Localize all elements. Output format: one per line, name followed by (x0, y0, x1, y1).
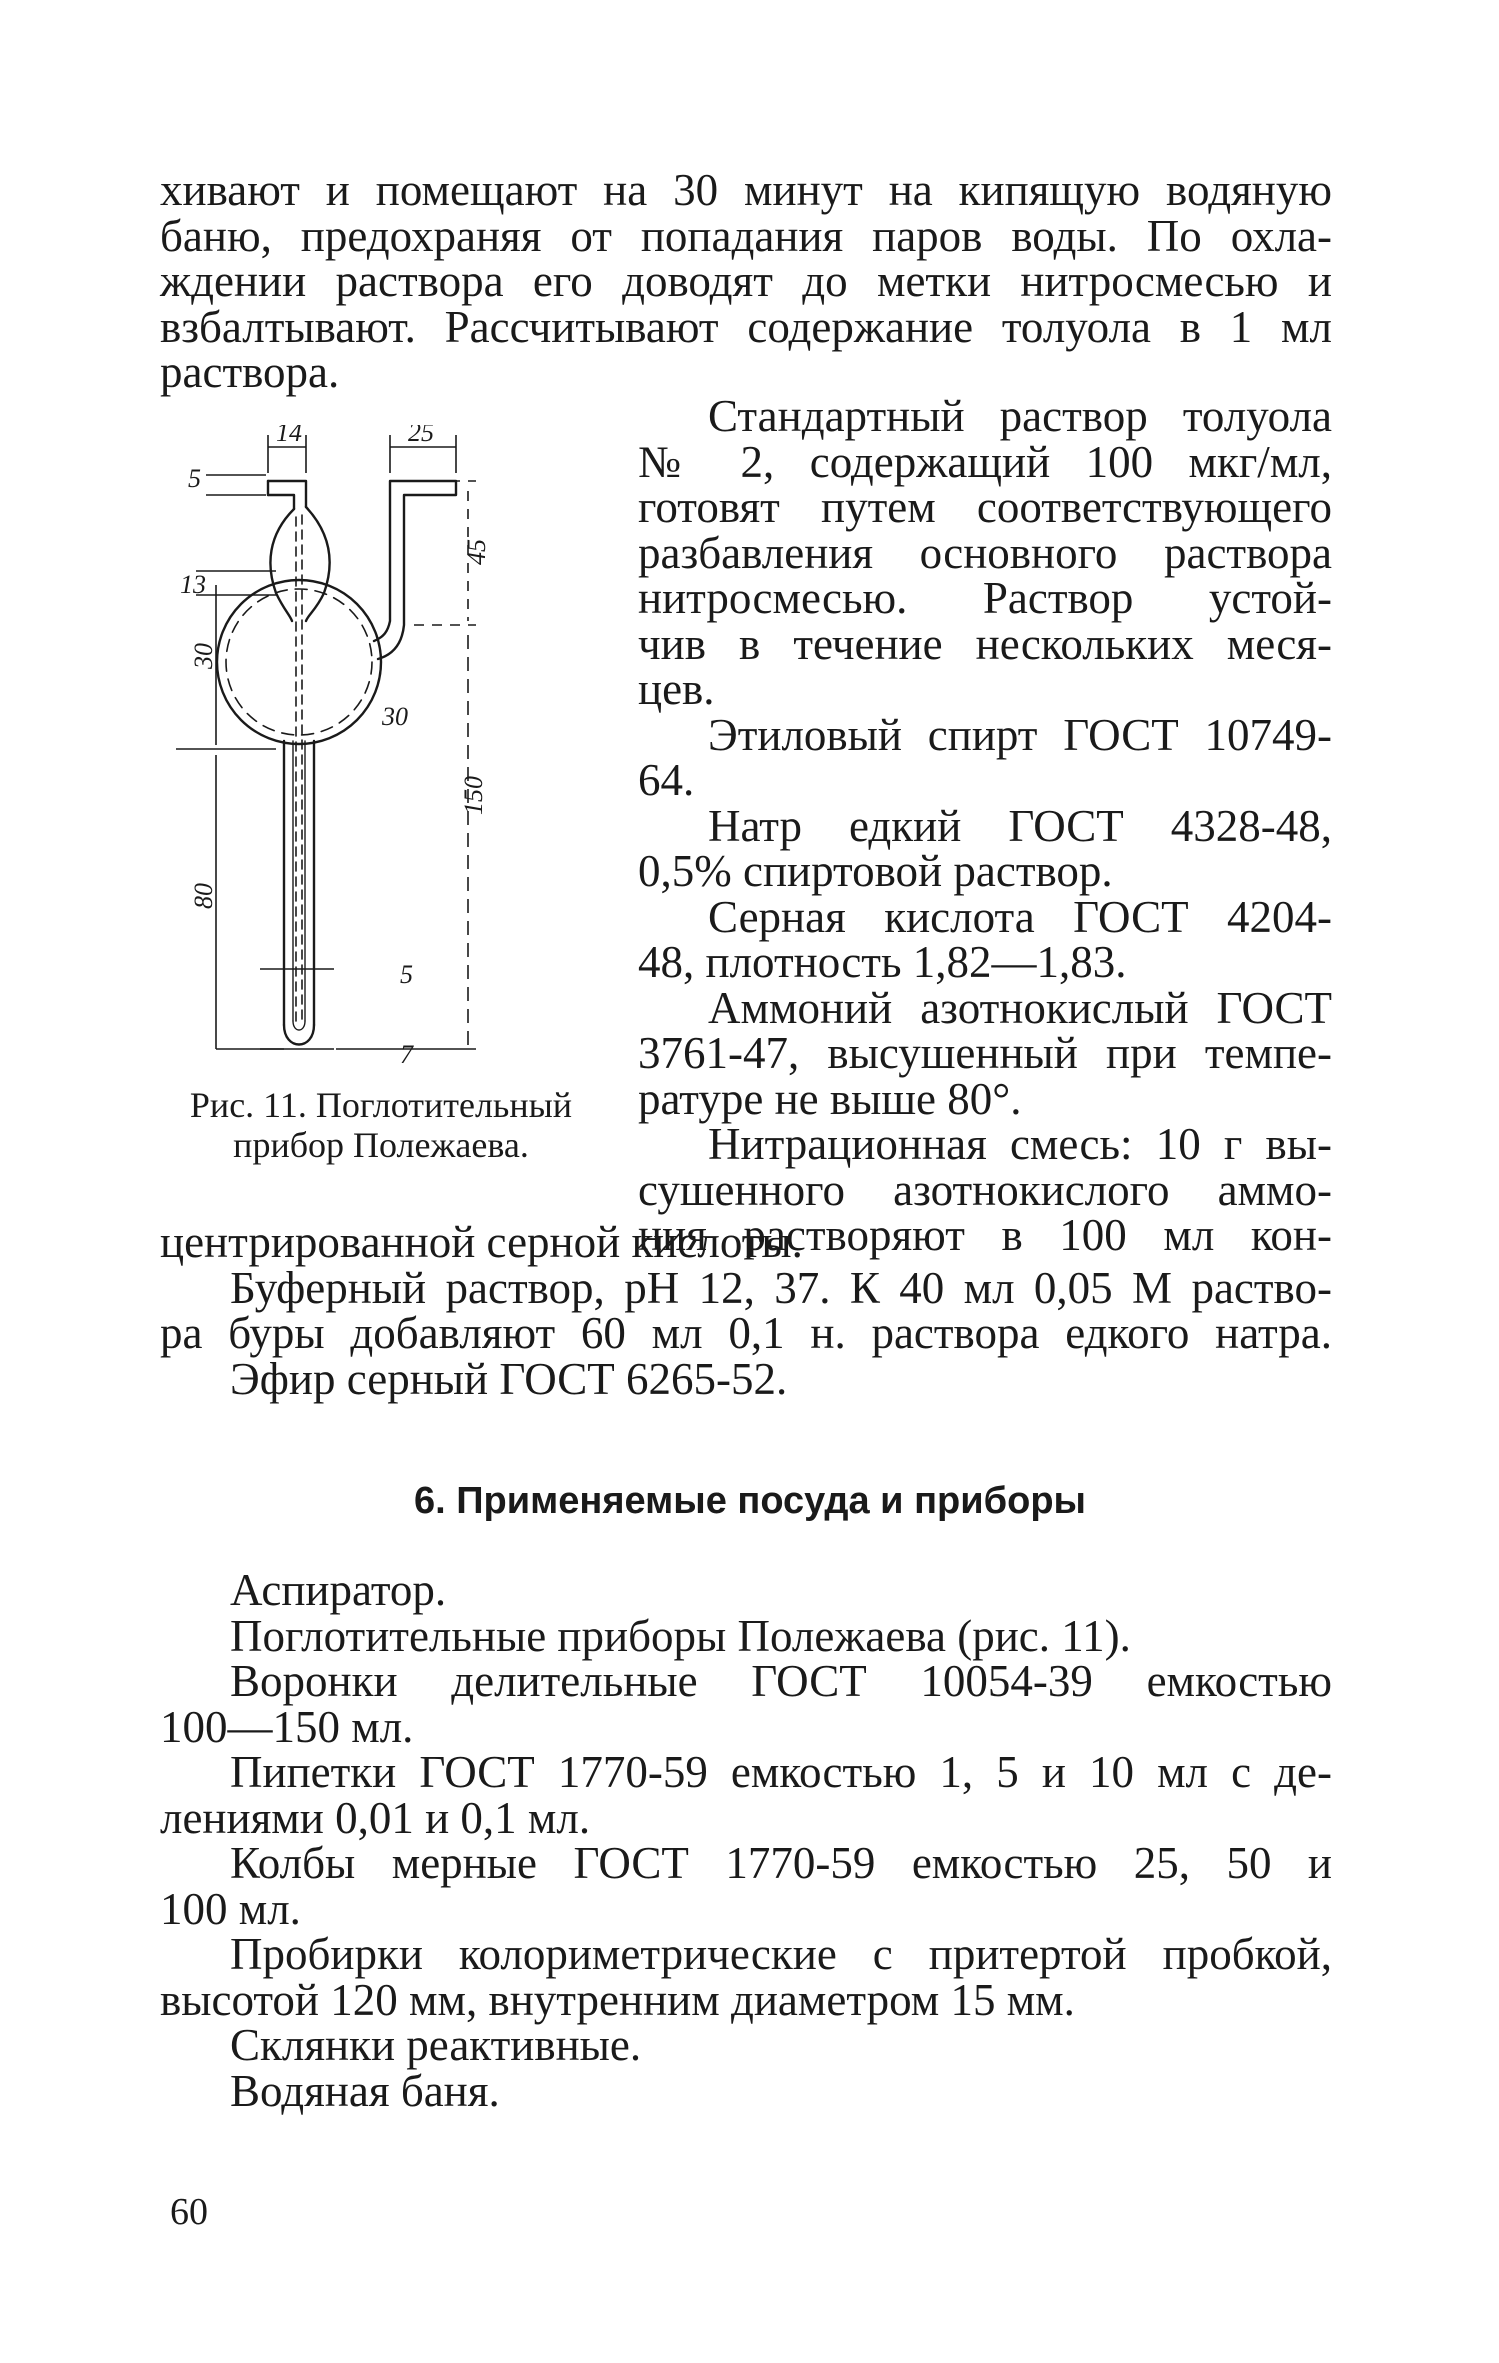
dim-13: 13 (180, 570, 206, 599)
text-line: ратуре не выше 80°. (638, 1073, 1022, 1124)
figure-caption (156, 1085, 606, 1165)
list-item: 100 мл. (160, 1883, 301, 1934)
dim-30-right: 30 (382, 702, 408, 731)
equipment-list (160, 1565, 1332, 2116)
caption-line: прибор Полежаева. (233, 1125, 529, 1165)
text-line: ра буры добавляют 60 мл 0,1 н. раствора едкого натра. (160, 1308, 1332, 1358)
text-line: Натр едкий ГОСТ 4328-48, (708, 800, 1332, 851)
text-line: Буферный раствор, pH 12, 37. К 40 мл 0,05 М раство- (230, 1262, 1332, 1313)
text-line: Серная кислота ГОСТ 4204- (708, 891, 1332, 942)
inlet-tube (268, 481, 306, 509)
dim-80: 80 (189, 883, 218, 909)
text-line: Эфир серный ГОСТ 6265-52. (230, 1353, 788, 1404)
text-line: разбавления основного раствора (638, 527, 1332, 578)
caption-line: Рис. 11. Поглотительный (189, 1085, 573, 1125)
text-line: Нитрационная смесь: 10 г вы- (708, 1119, 1332, 1169)
dim-14: 14 (276, 425, 302, 447)
list-item: Колбы мерные ГОСТ 1770-59 емкостью 25, 50 и (230, 1838, 1332, 1888)
text-line: сушенного азотнокислого аммо- (638, 1164, 1332, 1215)
dim-45: 45 (462, 539, 491, 565)
absorber-apparatus-figure (156, 425, 606, 1075)
text-line: Этиловый спирт ГОСТ 10749- (708, 709, 1332, 760)
dim-25: 25 (408, 425, 434, 447)
text-line: ния растворяют в 100 мл кон- (638, 1210, 1332, 1260)
continuation-paragraph (160, 1217, 1332, 1404)
text-line: чив в течение нескольких меся- (638, 618, 1332, 669)
text-line: 3761-47, высушенный при темпе- (638, 1028, 1332, 1078)
dim-150: 150 (459, 776, 488, 815)
list-item: Водяная баня. (230, 2065, 500, 2116)
list-item: Пипетки ГОСТ 1770-59 емкостью 1, 5 и 10 мл с де- (230, 1747, 1332, 1797)
text-line: нитросмесью. Раствор устой- (638, 573, 1332, 623)
outlet-tube (374, 481, 456, 659)
list-item: высотой 120 мм, внутренним диаметром 15 мм. (160, 1974, 1075, 2025)
dim-5-top: 5 (188, 464, 201, 493)
text-line: центрированной серной кислоты. (160, 1217, 803, 1267)
text-line: Аммоний азотнокислый ГОСТ (708, 982, 1332, 1033)
text-line: раствора. (160, 347, 340, 397)
text-line: № 2, содержащий 100 мкг/мл, (638, 436, 1332, 487)
dim-7: 7 (400, 1040, 413, 1069)
reagents-column (638, 391, 1332, 1260)
text-line: 48, плотность 1,82—1,83. (638, 937, 1127, 987)
list-item: Склянки реактивные. (230, 2020, 642, 2070)
text-line: 64. (638, 755, 695, 805)
text-line: баню, предохраняя от попадания паров воды. По охла- (160, 210, 1332, 261)
sphere (217, 580, 381, 744)
text-line: готовят путем соответствующего (638, 482, 1332, 532)
text-line: Стандартный раствор толуола (708, 391, 1332, 441)
intro-paragraph (160, 165, 1332, 397)
dim-5-bottom: 5 (400, 960, 413, 989)
list-item: Аспиратор. (230, 1565, 447, 1615)
section-heading: 6. Применяемые посуда и приборы (414, 1480, 1086, 1522)
list-item: Воронки делительные ГОСТ 10054-39 емкостью (230, 1656, 1332, 1706)
list-item: 100—150 мл. (160, 1701, 414, 1752)
page-number: 60 (170, 2191, 208, 2233)
stem (284, 741, 314, 1025)
text-line: цев. (638, 664, 715, 714)
upper-bulb (270, 507, 329, 621)
list-item: лениями 0,01 и 0,1 мл. (160, 1792, 591, 1843)
list-item: Поглотительные приборы Полежаева (рис. 11). (230, 1610, 1131, 1661)
text-line: 0,5% спиртовой раствор. (638, 846, 1113, 896)
list-item: Пробирки колориметрические с притертой пробкой, (230, 1929, 1332, 1979)
text-line: взбалтывают. Рассчитывают содержание толуола в 1 мл (160, 301, 1332, 352)
text-line: ждении раствора его доводят до метки нитросмесью и (160, 256, 1332, 306)
dim-30-left: 30 (189, 643, 218, 669)
text-line: хивают и помещают на 30 минут на кипящую водяную (160, 165, 1332, 215)
